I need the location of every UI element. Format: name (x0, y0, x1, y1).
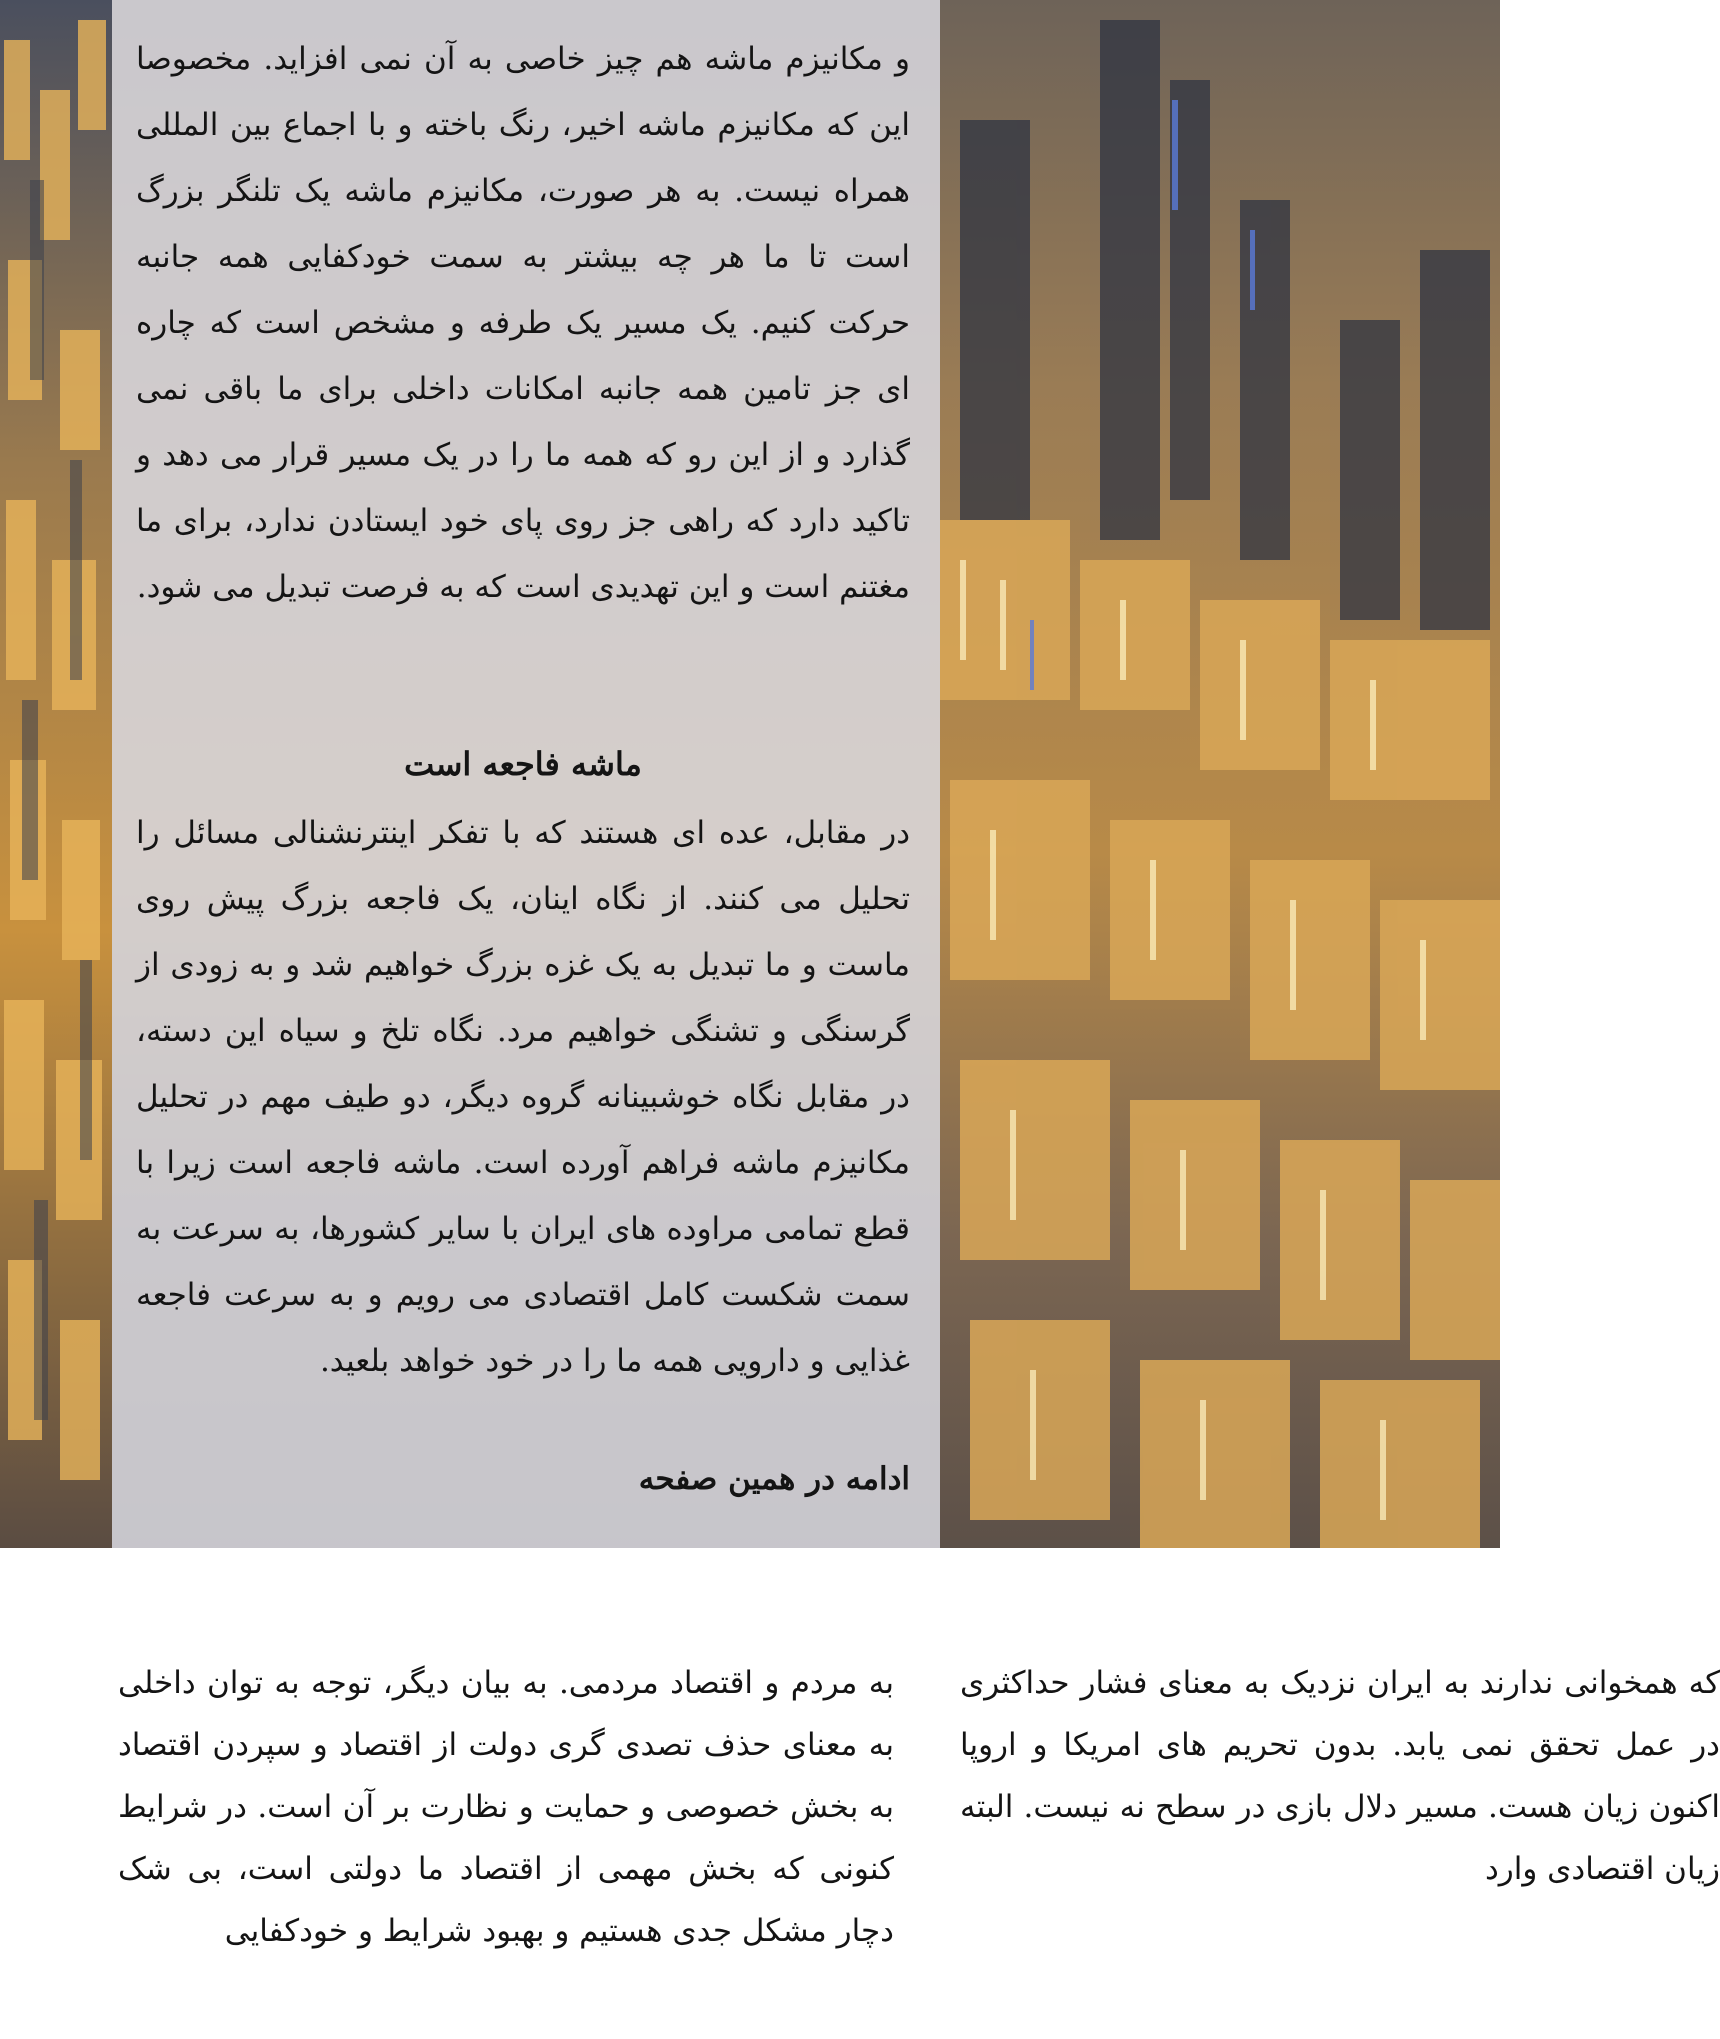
paragraph-trigger-opportunity: و مکانیزم ماشه هم چیز خاصی به آن نمی افزاید. مخصوصا این که مکانیزم ماشه اخیر، رنگ باخته و با اجماع بین المللی همراه نیست. به هر صورت، مکانیزم ماشه یک تلنگر بزرگ است تا ما هر چه بیشتر به سمت خودکفایی همه جانبه حرکت کنیم. یک مسیر یک طرفه و مشخص است که چاره ای جز تامین همه جانبه امکانات داخلی برای ما باقی نمی گذارد و از این رو که همه ما را در یک مسیر قرار می دهد و تاکید دارد که راهی جز روی پای خود ایستادن ندارد، برای ما مغتنم است و این تهدیدی است که به فرصت تبدیل می شود. (136, 41, 910, 605)
section-heading-trigger-catastrophe: ماشه فاجعه است (404, 745, 642, 783)
city-photo-right-area (940, 0, 1500, 1550)
continued-on-page-note: ادامه در همین صفحه (638, 1461, 910, 1497)
bottom-right-column (960, 1652, 1720, 2039)
city-photo-left-strip (0, 0, 112, 1550)
paragraph-trigger-catastrophe: در مقابل، عده ای هستند که با تفکر اینترنشنالی مسائل را تحلیل می کنند. از نگاه اینان، یک فاجعه بزرگ پیش روی ماست و ما تبدیل به یک غزه بزرگ خواهیم شد و به زودی از گرسنگی و تشنگی خواهیم مرد. نگاه تلخ و سیاه این دسته، در مقابل نگاه خوشبینانه گروه دیگر، دو طیف مهم در تحلیل مکانیزم ماشه فراهم آورده است. ماشه فاجعه است زیرا با قطع تمامی مراوده های ایران با سایر کشورها، به سرعت به سمت شکست کامل اقتصادی می رویم و به سرعت فاجعه غذایی و دارویی همه ما را در خود خواهد بلعید. (136, 815, 910, 1379)
bottom-right-column-text: که همخوانی ندارند به ایران نزدیک به معنای فشار حداکثری در عمل تحقق نمی یابد. بدون تحریم های امریکا و اروپا اکنون زیان هست. مسیر دلال بازی در سطح نه نیست. البته زیان اقتصادی وارد (960, 1665, 1720, 1887)
bottom-center-column: به مردم و اقتصاد مردمی. به بیان دیگر، توجه به توان داخلی به معنای حذف تصدی گری دولت از اقتصاد و سپردن اقتصاد به بخش خصوصی و حمایت و نظارت بر آن است. در شرایط کنونی که بخش مهمی از اقتصاد ما دولتی است، بی شک دچار مشکل جدی هستیم و بهبود شرایط و خودکفایی (118, 1665, 894, 1949)
article-text-panel (112, 0, 940, 1550)
photo-bottom-edge (0, 1548, 1500, 1552)
